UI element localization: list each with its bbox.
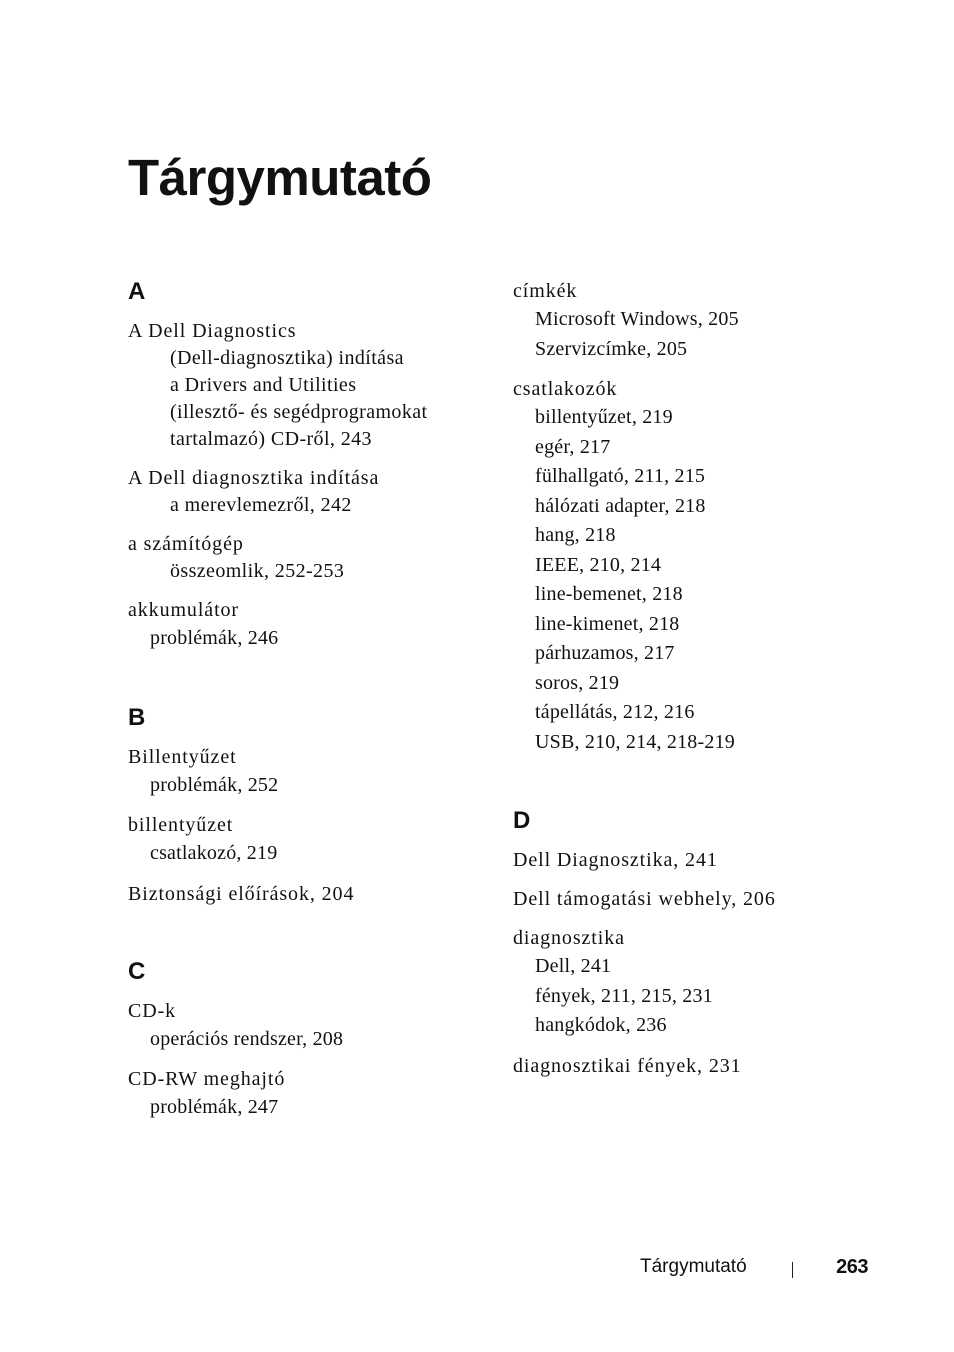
index-section-c-continued: [513, 278, 913, 757]
index-term: Dell támogatási webhely, 206: [513, 888, 776, 910]
index-column-left: [128, 278, 498, 1173]
index-entry: [513, 847, 913, 874]
index-term-continuation: összeomlik, 252-253: [170, 560, 345, 582]
index-subentry: problémák, 246: [150, 627, 279, 649]
index-section-c: [128, 958, 498, 1123]
index-column-right: [513, 278, 913, 1130]
index-term: diagnosztikai fények, 231: [513, 1054, 742, 1077]
index-subentry: line-bemenet, 218: [535, 583, 683, 605]
footer-separator: [792, 1262, 793, 1278]
index-entry: [513, 925, 913, 1041]
index-subentry: Microsoft Windows, 205: [535, 308, 739, 330]
index-section-a: [128, 278, 498, 654]
index-term: CD-RW meghajtó: [128, 1068, 286, 1090]
section-letter: A: [128, 278, 146, 305]
index-subentry: soros, 219: [535, 671, 620, 694]
index-entry: [128, 812, 498, 869]
section-letter: D: [513, 807, 531, 834]
index-term: Biztonsági előírások, 204: [128, 882, 355, 905]
index-term: címkék: [513, 280, 578, 302]
index-entry: [128, 1066, 498, 1123]
index-subentry: csatlakozó, 219: [150, 842, 278, 864]
index-subentry: tápellátás, 212, 216: [535, 701, 695, 723]
index-term: CD-k: [128, 999, 177, 1022]
index-subentry: egér, 217: [535, 435, 611, 458]
index-term: A Dell diagnosztika indítása: [128, 467, 380, 489]
index-entry: [513, 1053, 913, 1080]
index-term-continuation: (illesztő- és segédprogramokat: [170, 401, 428, 423]
index-subentry: problémák, 247: [150, 1096, 279, 1118]
page-title: Tárgymutató: [128, 149, 432, 206]
index-subentry: hangkódok, 236: [535, 1014, 667, 1036]
index-term: diagnosztika: [513, 927, 625, 949]
index-term-continuation: tartalmazó) CD-ről, 243: [170, 428, 372, 450]
index-entry: [128, 318, 498, 453]
index-subentry: hálózati adapter, 218: [535, 494, 706, 517]
index-term: Billentyűzet: [128, 745, 237, 768]
index-term: a számítógép: [128, 533, 244, 555]
index-entry: [128, 531, 498, 585]
index-subentry: billentyűzet, 219: [535, 406, 673, 428]
index-term-continuation: a Drivers and Utilities: [170, 374, 357, 396]
index-entry: [128, 465, 498, 519]
index-term: csatlakozók: [513, 378, 618, 400]
index-term-continuation: (Dell-diagnosztika) indítása: [170, 347, 404, 369]
index-section-d: [513, 807, 913, 1080]
index-subentry: line-kimenet, 218: [535, 612, 680, 635]
page-footer: [600, 1256, 870, 1282]
index-subentry: Dell, 241: [535, 955, 612, 977]
index-entry: [513, 886, 913, 913]
index-term: A Dell Diagnostics: [128, 320, 297, 342]
index-subentry: párhuzamos, 217: [535, 642, 675, 664]
section-letter: B: [128, 703, 146, 731]
index-subentry: operációs rendszer, 208: [150, 1027, 344, 1050]
index-subentry: USB, 210, 214, 218-219: [535, 730, 735, 753]
index-subentry: problémák, 252: [150, 773, 279, 796]
index-term-continuation: a merevlemezről, 242: [170, 494, 352, 516]
index-entry: [128, 597, 498, 654]
index-subentry: IEEE, 210, 214: [535, 553, 662, 576]
index-subentry: Szervizcímke, 205: [535, 337, 688, 360]
page-number: 263: [836, 1256, 868, 1278]
index-entry: [128, 744, 498, 801]
footer-label: Tárgymutató: [640, 1256, 747, 1277]
index-term: akkumulátor: [128, 599, 239, 621]
index-entry: [128, 881, 498, 908]
index-entry: [128, 998, 498, 1055]
index-subentry: fények, 211, 215, 231: [535, 984, 713, 1007]
index-entry: [513, 376, 913, 757]
index-subentry: hang, 218: [535, 524, 616, 546]
section-letter: C: [128, 957, 146, 985]
index-entry: [513, 278, 913, 364]
index-section-b: [128, 704, 498, 908]
index-subentry: fülhallgató, 211, 215: [535, 465, 706, 487]
index-term: billentyűzet: [128, 814, 234, 836]
index-term: Dell Diagnosztika, 241: [513, 849, 718, 871]
